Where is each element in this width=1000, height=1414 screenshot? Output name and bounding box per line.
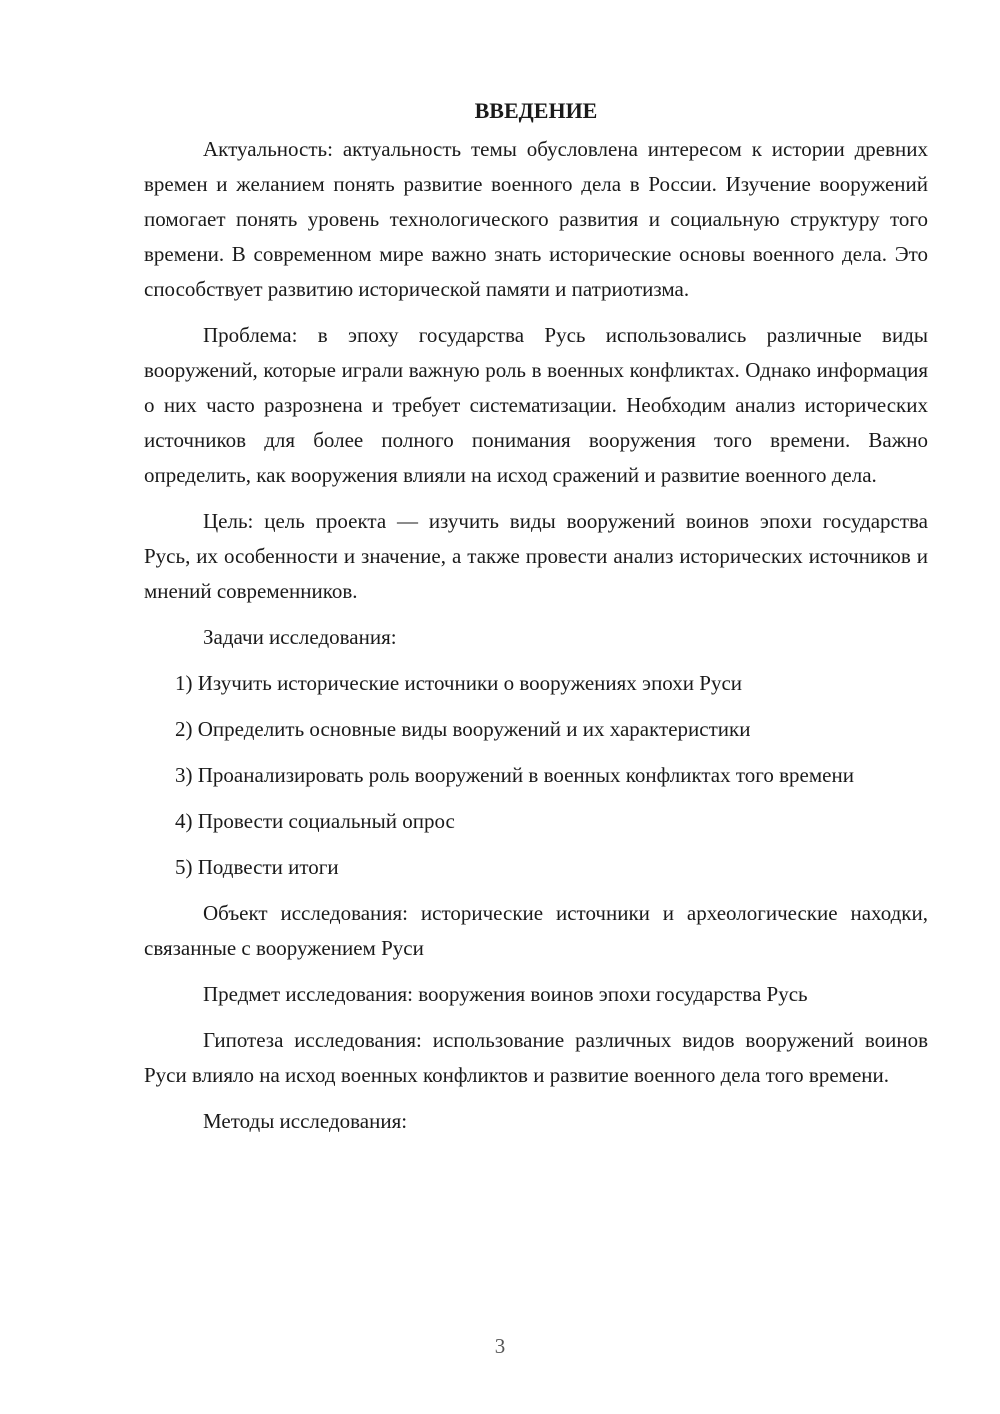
paragraph-problem: Проблема: в эпоху государства Русь использовались различные виды вооружений, которые играли важную роль в военных конфликтах. Однако информация о них часто разрознена и требует систематизации. Необходим анализ исторических источников для более полного понимания вооружения того времени. Важно определить, как вооружения влияли на исход сражений и развитие военного дела. (144, 323, 928, 487)
paragraph-hypothesis: Гипотеза исследования: использование различных видов вооружений воинов Руси влияло на исход военных конфликтов и развитие военного дела того времени. (144, 1028, 928, 1087)
task-item: 1) Изучить исторические источники о вооружениях эпохи Руси (175, 671, 743, 695)
page-number: 3 (494, 1334, 506, 1358)
section-heading: ВВЕДЕНИЕ (474, 98, 598, 123)
paragraph-relevance: Актуальность: актуальность темы обусловлена интересом к истории древних времен и желанием понять развитие военного дела в России. Изучение вооружений помогает понять уровень технологического развития и социальную структуру того времени. В современном мире важно знать исторические основы военного дела. Это способствует развитию исторической памяти и патриотизма. (144, 137, 928, 301)
task-item: 5) Подвести итоги (175, 855, 339, 879)
paragraph-subject: Предмет исследования: вооружения воинов эпохи государства Русь (203, 982, 808, 1006)
paragraph-tasks-intro: Задачи исследования: (203, 625, 397, 649)
task-item: 3) Проанализировать роль вооружений в военных конфликтах того времени (175, 763, 854, 787)
paragraph-object: Объект исследования: исторические источники и археологические находки, связанные с вооружением Руси (144, 901, 928, 960)
paragraph-methods: Методы исследования: (203, 1109, 408, 1133)
task-item: 2) Определить основные виды вооружений и их характеристики (175, 717, 751, 741)
task-item: 4) Провести социальный опрос (175, 809, 455, 833)
paragraph-goal: Цель: цель проекта — изучить виды вооружений воинов эпохи государства Русь, их особенности и значение, а также провести анализ исторических источников и мнений современников. (144, 509, 928, 603)
document-page (144, 96, 928, 1150)
